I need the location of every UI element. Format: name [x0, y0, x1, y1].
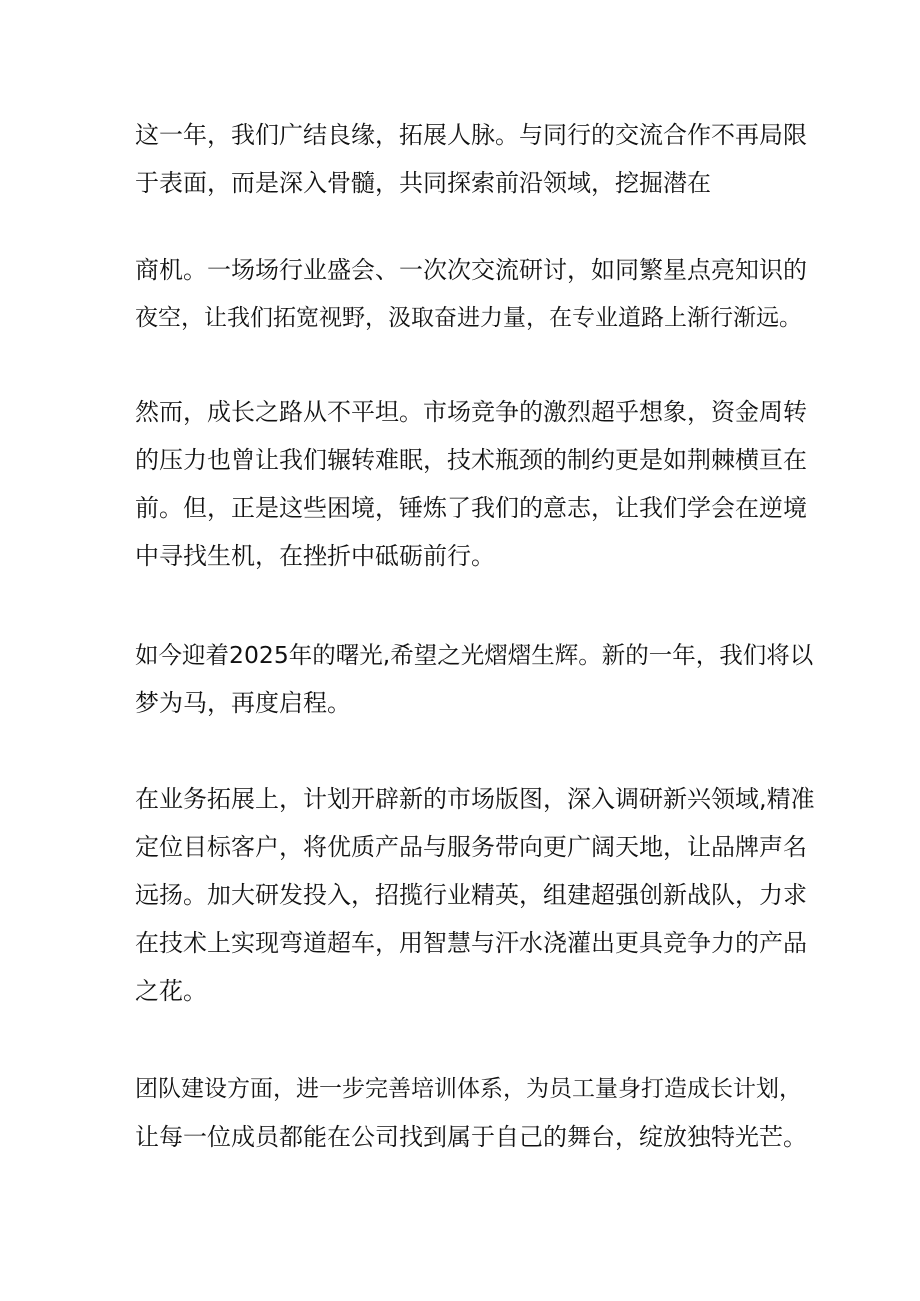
paragraph-networking — [135, 111, 815, 207]
text-line: 如今迎着2025年的曙光,希望之光熠熠生辉。新的一年，我们将以 — [135, 641, 814, 669]
text-line: 前。但，正是这些困境，锤炼了我们的意志，让我们学会在逆境 — [135, 494, 807, 522]
paragraph-business-expansion — [135, 775, 815, 1015]
text-line: 之花。 — [135, 977, 207, 1005]
text-line: 在业务拓展上，计划开辟新的市场版图，深入调研新兴领域,精准 — [135, 785, 815, 813]
text-line: 远扬。加大研发投入，招揽行业精英，组建超强创新战队，力求 — [135, 881, 807, 909]
paragraph-opportunities — [135, 246, 815, 342]
text-line: 这一年，我们广结良缘，拓展人脉。与同行的交流合作不再局限 — [135, 121, 807, 149]
text-line: 团队建设方面，进一步完善培训体系，为员工量身打造成长计划， — [135, 1076, 802, 1102]
text-line: 夜空，让我们拓宽视野，汲取奋进力量，在专业道路上渐行渐远。 — [135, 305, 802, 331]
text-line: 的压力也曾让我们辗转难眠，技术瓶颈的制约更是如荆棘横亘在 — [135, 446, 807, 474]
text-line: 商机。一场场行业盛会、一次次交流研讨，如同繁星点亮知识的 — [135, 256, 807, 284]
paragraph-team-building — [135, 1065, 815, 1161]
text-line: 中寻找生机，在挫折中砥砺前行。 — [135, 542, 495, 570]
text-line: 梦为马，再度启程。 — [135, 689, 351, 717]
text-line: 让每一位成员都能在公司找到属于自己的舞台，绽放独特光芒。 — [135, 1123, 807, 1151]
paragraph-challenges — [135, 388, 815, 580]
text-line: 于表面，而是深入骨髓，共同探索前沿领域，挖掘潜在 — [135, 169, 711, 197]
paragraph-new-year — [135, 631, 815, 727]
text-line: 然而，成长之路从不平坦。市场竞争的激烈超乎想象，资金周转 — [135, 398, 807, 426]
text-line: 定位目标客户，将优质产品与服务带向更广阔天地，让品牌声名 — [135, 833, 807, 861]
text-line: 在技术上实现弯道超车，用智慧与汗水浇灌出更具竞争力的产品 — [135, 929, 807, 957]
